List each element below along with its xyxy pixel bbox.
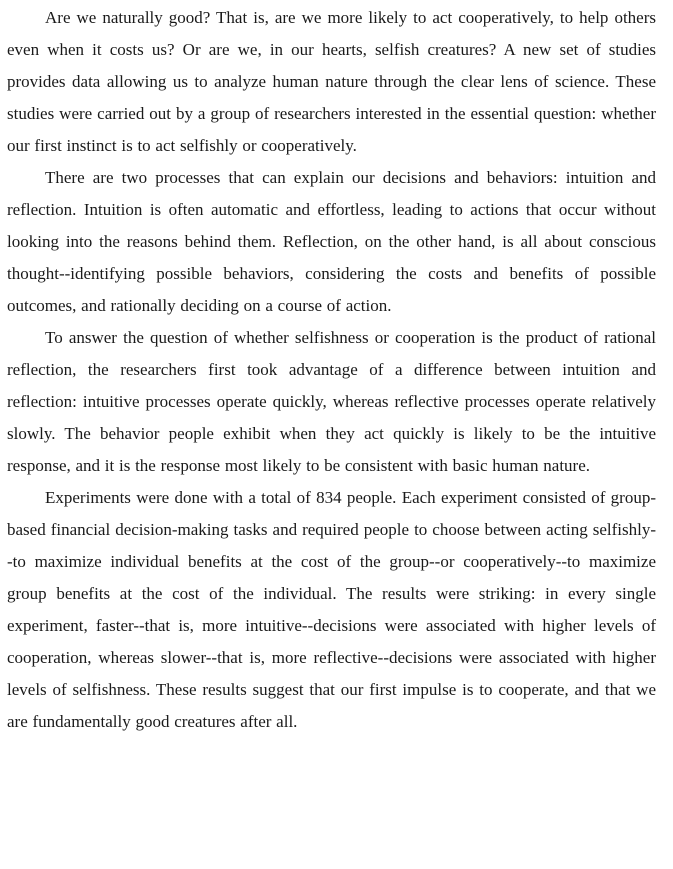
paragraph-1: Are we naturally good? That is, are we more likely to act cooperatively, to help others even when it costs us? Or are we, in our hearts, selfish creatures? A new set of studies provides data allowing us to analyze human nature through the clear lens of science. These studies were carried out by a group of researchers interested in the essential question: whether our first instinct is to act selfishly or cooperatively. — [7, 8, 656, 155]
paragraph-4: Experiments were done with a total of 834 people. Each experiment consisted of group-based financial decision-making tasks and required people to choose between acting selfishly--to maximize individual benefits at the cost of the group--or cooperatively--to maximize group benefits at the cost of the individual. The results were striking: in every single experiment, faster--that is, more intuitive--decisions were associated with higher levels of cooperation, whereas slower--that is, more reflective--decisions were associated with higher levels of selfishness. These results suggest that our first impulse is to cooperate, and that we are fundamentally good creatures after all. — [7, 488, 656, 731]
paragraph-2: There are two processes that can explain our decisions and behaviors: intuition and reflection. Intuition is often automatic and effortless, leading to actions that occur without looking into the reasons behind them. Reflection, on the other hand, is all about conscious thought--identifying possible behaviors, considering the costs and benefits of possible outcomes, and rationally deciding on a course of action. — [7, 168, 656, 315]
paragraph-3: To answer the question of whether selfishness or cooperation is the product of rational reflection, the researchers first took advantage of a difference between intuition and reflection: intuitive processes operate quickly, whereas reflective processes operate relatively slowly. The behavior people exhibit when they act quickly is likely to be the intuitive response, and it is the response most likely to be consistent with basic human nature. — [7, 328, 656, 475]
